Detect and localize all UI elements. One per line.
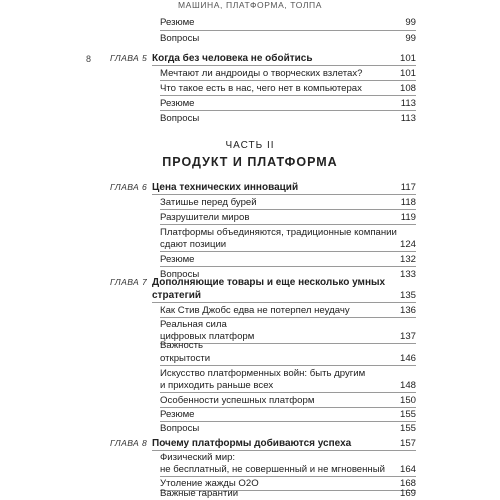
toc-page: 137 bbox=[399, 331, 416, 342]
toc-page: 119 bbox=[400, 212, 416, 223]
chapter-title: Почему платформы добиваются успеха bbox=[152, 438, 352, 449]
toc-item-continued: сдают позиции bbox=[160, 239, 227, 250]
part-title: ПРОДУКТ И ПЛАТФОРМА bbox=[162, 155, 338, 169]
toc-item: Платформы объединяются, традиционные компании bbox=[160, 227, 397, 238]
chapter-label: ГЛАВА 6 bbox=[110, 182, 148, 192]
toc-item-continued: цифровых платформ bbox=[160, 331, 255, 342]
toc-item: Затишье перед бурей bbox=[160, 197, 257, 208]
toc-page: 101 bbox=[399, 68, 416, 79]
toc-item: Искусство платформенных войн: быть другим bbox=[160, 368, 366, 379]
toc-page: 136 bbox=[399, 305, 416, 316]
divider bbox=[160, 365, 416, 366]
toc-page: 99 bbox=[405, 17, 416, 28]
toc-item: Как Стив Джобс едва не потерпел неудачу bbox=[160, 305, 350, 316]
divider bbox=[160, 224, 416, 225]
toc-item: Резюме bbox=[160, 98, 195, 109]
toc-page: 118 bbox=[400, 197, 416, 208]
divider bbox=[160, 110, 416, 111]
divider bbox=[160, 266, 416, 267]
divider bbox=[160, 251, 416, 252]
toc-item: Мечтают ли андроиды о творческих взлетах? bbox=[160, 68, 363, 79]
divider bbox=[152, 65, 416, 66]
chapter-title-continued: стратегий bbox=[152, 290, 202, 301]
toc-item: Вопросы bbox=[160, 113, 200, 124]
toc-item: Что такое есть в нас, чего нет в компьютерах bbox=[160, 83, 362, 94]
toc-page: 132 bbox=[399, 254, 416, 265]
toc-page: 113 bbox=[400, 113, 416, 124]
toc-item: Резюме bbox=[160, 254, 195, 265]
toc-item: Физический мир: bbox=[160, 452, 236, 463]
toc-item: Важность bbox=[160, 340, 203, 351]
divider bbox=[152, 194, 416, 195]
running-head: МАШИНА, ПЛАТФОРМА, ТОЛПА bbox=[178, 0, 322, 10]
toc-item-continued: открытости bbox=[160, 353, 211, 364]
toc-item-continued: не бесплатный, не совершенный и не мгновенный bbox=[160, 464, 385, 475]
chapter-label: ГЛАВА 5 bbox=[110, 53, 148, 63]
divider bbox=[160, 407, 416, 408]
divider bbox=[160, 392, 416, 393]
divider bbox=[160, 209, 416, 210]
toc-page: 113 bbox=[400, 98, 416, 109]
toc-item: Резюме bbox=[160, 409, 195, 420]
toc-item: Разрушители миров bbox=[160, 212, 250, 223]
toc-item: Вопросы bbox=[160, 423, 200, 434]
divider bbox=[152, 302, 416, 303]
chapter-label: ГЛАВА 8 bbox=[110, 438, 148, 448]
chapter-page: 101 bbox=[399, 53, 416, 64]
toc-page: 168 bbox=[399, 478, 416, 489]
toc-item: Реальная сила bbox=[160, 319, 227, 330]
toc-item: Важные гарантии bbox=[160, 488, 239, 499]
toc-page: 133 bbox=[399, 269, 416, 280]
toc-item: Резюме bbox=[160, 17, 195, 28]
toc-item: Особенности успешных платформ bbox=[160, 395, 315, 406]
chapter-title: Дополняющие товары и еще несколько умных bbox=[152, 277, 386, 288]
toc-page: 108 bbox=[399, 83, 416, 94]
divider bbox=[160, 80, 416, 81]
toc-item: Вопросы bbox=[160, 269, 200, 280]
chapter-title: Цена технических инноваций bbox=[152, 182, 299, 193]
toc-page: 169 bbox=[399, 488, 416, 499]
toc-item: Вопросы bbox=[160, 33, 200, 44]
divider bbox=[160, 30, 416, 31]
toc-page: 99 bbox=[405, 33, 416, 44]
chapter-page: 157 bbox=[399, 438, 416, 449]
toc-page: 150 bbox=[399, 395, 416, 406]
toc-item-continued: и приходить раньше всех bbox=[160, 380, 274, 391]
toc-item: Утоление жажды O2O bbox=[160, 478, 259, 489]
chapter-page: 117 bbox=[400, 182, 416, 193]
divider bbox=[160, 95, 416, 96]
chapter-title: Когда без человека не обойтись bbox=[152, 53, 313, 64]
page-number: 8 bbox=[86, 54, 92, 64]
toc-page: 164 bbox=[399, 464, 416, 475]
toc-page: 146 bbox=[399, 353, 416, 364]
chapter-label: ГЛАВА 7 bbox=[110, 277, 148, 287]
toc-page: 155 bbox=[399, 423, 416, 434]
toc-page: 148 bbox=[399, 380, 416, 391]
chapter-page: 135 bbox=[399, 290, 416, 301]
part-label: ЧАСТЬ II bbox=[225, 140, 275, 151]
toc-page: 124 bbox=[399, 239, 416, 250]
toc-page: 155 bbox=[399, 409, 416, 420]
